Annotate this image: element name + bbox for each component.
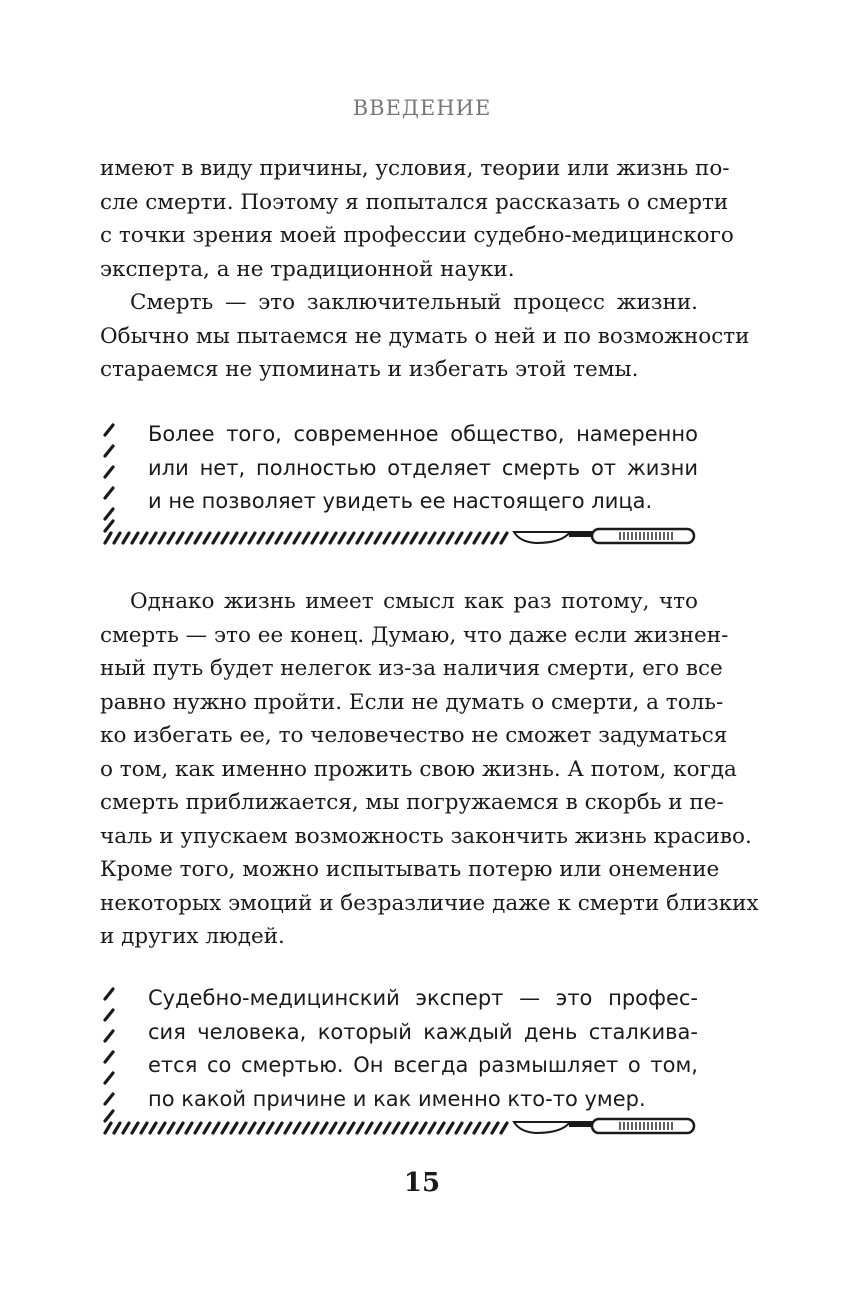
- text-line: имеют в виду причины, условия, теории или жизнь по-: [100, 156, 730, 181]
- text-line: по какой причине и как именно кто-то умер.: [148, 1086, 646, 1111]
- body-paragraph: [100, 152, 734, 286]
- callout-quote: [100, 982, 700, 1142]
- text-line: равно нужно пройти. Если не думать о смерти, а толь-: [100, 689, 724, 715]
- text-line: с точки зрения моей профессии судебно-медицинского: [100, 223, 734, 248]
- text-line: смерть приближается, мы погружаемся в скорбь и пе-: [100, 790, 724, 815]
- page-number: 15: [403, 1168, 441, 1198]
- text-line: Более того, современное общество, намеренно: [148, 422, 698, 446]
- text-line: и не позволяет увидеть ее настоящего лица.: [148, 489, 653, 513]
- callout-text: [148, 982, 698, 1116]
- scalpel-icon: [514, 1119, 694, 1133]
- text-line: Однако жизнь имеет смысл как раз потому, что: [130, 589, 698, 614]
- text-line: и других людей.: [100, 924, 285, 949]
- running-header: ВВЕДЕНИЕ: [352, 96, 492, 120]
- text-line: сле смерти. Поэтому я попытался рассказать о смерти: [100, 189, 729, 215]
- text-line: эксперта, а не традиционной науки.: [100, 256, 515, 282]
- text-line: ется со смертью. Он всегда размышляет о том,: [148, 1053, 698, 1077]
- text-line: стараемся не упоминать и избегать этой темы.: [100, 357, 639, 382]
- text-line: ко избегать ее, то человечество не сможет задуматься: [100, 723, 728, 748]
- text-line: Судебно-медицинский эксперт — это профес-: [148, 986, 698, 1010]
- body-paragraph: [100, 286, 750, 387]
- text-line: смерть — это ее конец. Думаю, что даже если жизнен-: [100, 622, 729, 648]
- text-line: сия человека, который каждый день сталкива-: [148, 1019, 698, 1044]
- text-line: или нет, полностью отделяет смерть от жизни: [148, 455, 698, 480]
- text-line: о том, как именно прожить свою жизнь. А потом, когда: [100, 756, 737, 782]
- text-line: ный путь будет нелегок из-за наличия смерти, его все: [100, 656, 723, 681]
- text-line: Смерть — это заключительный процесс жизни.: [130, 290, 698, 315]
- body-paragraph: [100, 585, 759, 954]
- callout-quote: [100, 418, 700, 550]
- text-line: Кроме того, можно испытывать потерю или онемение: [100, 857, 720, 882]
- text-line: чаль и упускаем возможность закончить жизнь красиво.: [100, 823, 752, 849]
- callout-text: [148, 418, 698, 519]
- scalpel-icon: [514, 529, 694, 543]
- text-line: Обычно мы пытаемся не думать о ней и по возможности: [100, 323, 750, 349]
- text-line: некоторых эмоций и безразличие даже к смерти близких: [100, 890, 759, 916]
